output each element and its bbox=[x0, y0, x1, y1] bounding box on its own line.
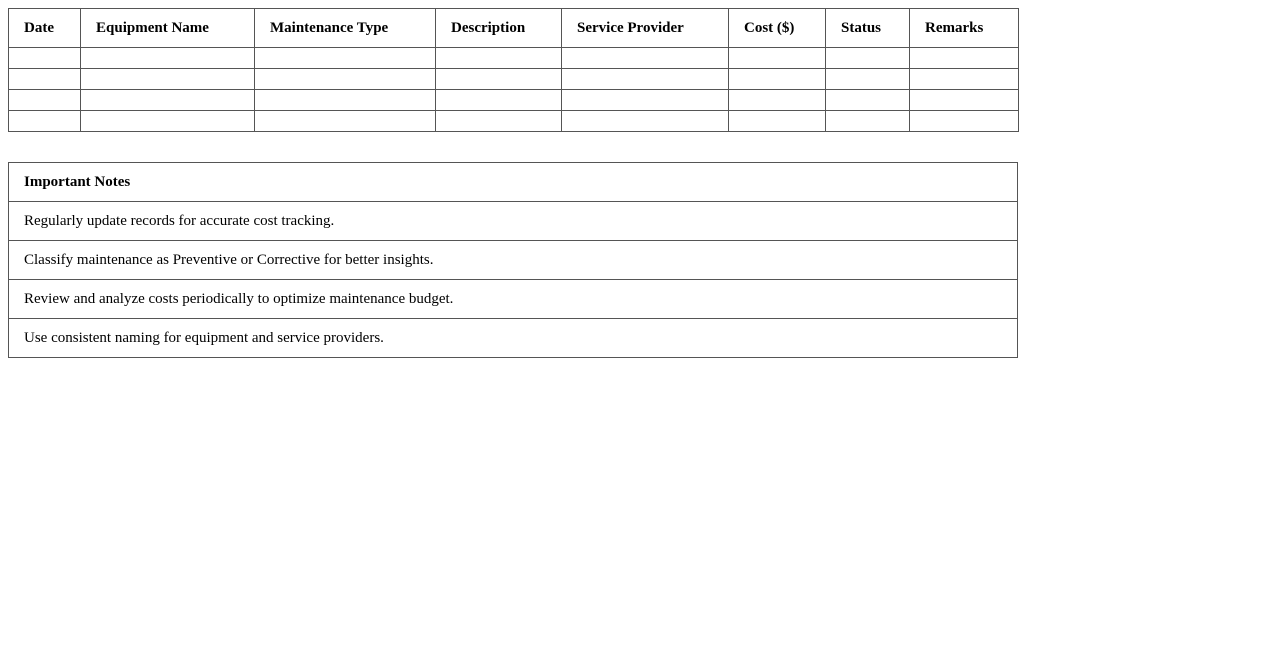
table-cell-date[interactable] bbox=[9, 69, 81, 90]
table-cell-equipment-name[interactable] bbox=[81, 48, 255, 69]
table-cell-description[interactable] bbox=[436, 48, 562, 69]
table-row bbox=[9, 69, 1019, 90]
table-cell-maintenance-type[interactable] bbox=[255, 69, 436, 90]
table-cell-status[interactable] bbox=[826, 90, 910, 111]
column-header-cost: Cost ($) bbox=[729, 9, 826, 48]
table-cell-status[interactable] bbox=[826, 48, 910, 69]
table-cell-status[interactable] bbox=[826, 69, 910, 90]
notes-heading: Important Notes bbox=[9, 163, 1018, 202]
column-header-description: Description bbox=[436, 9, 562, 48]
table-row bbox=[9, 111, 1019, 132]
column-header-equipment-name: Equipment Name bbox=[81, 9, 255, 48]
note-row bbox=[9, 241, 1018, 280]
table-cell-equipment-name[interactable] bbox=[81, 69, 255, 90]
table-cell-equipment-name[interactable] bbox=[81, 90, 255, 111]
table-cell-cost[interactable] bbox=[729, 48, 826, 69]
table-cell-status[interactable] bbox=[826, 111, 910, 132]
note-item: Regularly update records for accurate cost tracking. bbox=[9, 202, 1018, 241]
table-cell-service-provider[interactable] bbox=[562, 48, 729, 69]
table-cell-service-provider[interactable] bbox=[562, 111, 729, 132]
table-cell-remarks[interactable] bbox=[910, 69, 1019, 90]
table-row bbox=[9, 90, 1019, 111]
table-cell-maintenance-type[interactable] bbox=[255, 111, 436, 132]
table-cell-remarks[interactable] bbox=[910, 90, 1019, 111]
column-header-date: Date bbox=[9, 9, 81, 48]
table-cell-maintenance-type[interactable] bbox=[255, 90, 436, 111]
column-header-maintenance-type: Maintenance Type bbox=[255, 9, 436, 48]
table-cell-date[interactable] bbox=[9, 90, 81, 111]
important-notes-table bbox=[8, 162, 1018, 358]
table-cell-description[interactable] bbox=[436, 90, 562, 111]
note-item: Classify maintenance as Preventive or Corrective for better insights. bbox=[9, 241, 1018, 280]
note-item: Use consistent naming for equipment and service providers. bbox=[9, 319, 1018, 358]
maintenance-log-table bbox=[8, 8, 1019, 132]
column-header-service-provider: Service Provider bbox=[562, 9, 729, 48]
table-cell-remarks[interactable] bbox=[910, 48, 1019, 69]
table-cell-date[interactable] bbox=[9, 48, 81, 69]
table-cell-service-provider[interactable] bbox=[562, 90, 729, 111]
table-cell-date[interactable] bbox=[9, 111, 81, 132]
note-row bbox=[9, 280, 1018, 319]
table-cell-cost[interactable] bbox=[729, 90, 826, 111]
table-cell-cost[interactable] bbox=[729, 111, 826, 132]
table-cell-description[interactable] bbox=[436, 111, 562, 132]
table-cell-service-provider[interactable] bbox=[562, 69, 729, 90]
notes-header-row bbox=[9, 163, 1018, 202]
table-cell-cost[interactable] bbox=[729, 69, 826, 90]
table-cell-equipment-name[interactable] bbox=[81, 111, 255, 132]
table-row bbox=[9, 48, 1019, 69]
table-header-row bbox=[9, 9, 1019, 48]
note-row bbox=[9, 202, 1018, 241]
column-header-status: Status bbox=[826, 9, 910, 48]
table-cell-description[interactable] bbox=[436, 69, 562, 90]
note-item: Review and analyze costs periodically to optimize maintenance budget. bbox=[9, 280, 1018, 319]
column-header-remarks: Remarks bbox=[910, 9, 1019, 48]
table-cell-maintenance-type[interactable] bbox=[255, 48, 436, 69]
note-row bbox=[9, 319, 1018, 358]
table-cell-remarks[interactable] bbox=[910, 111, 1019, 132]
